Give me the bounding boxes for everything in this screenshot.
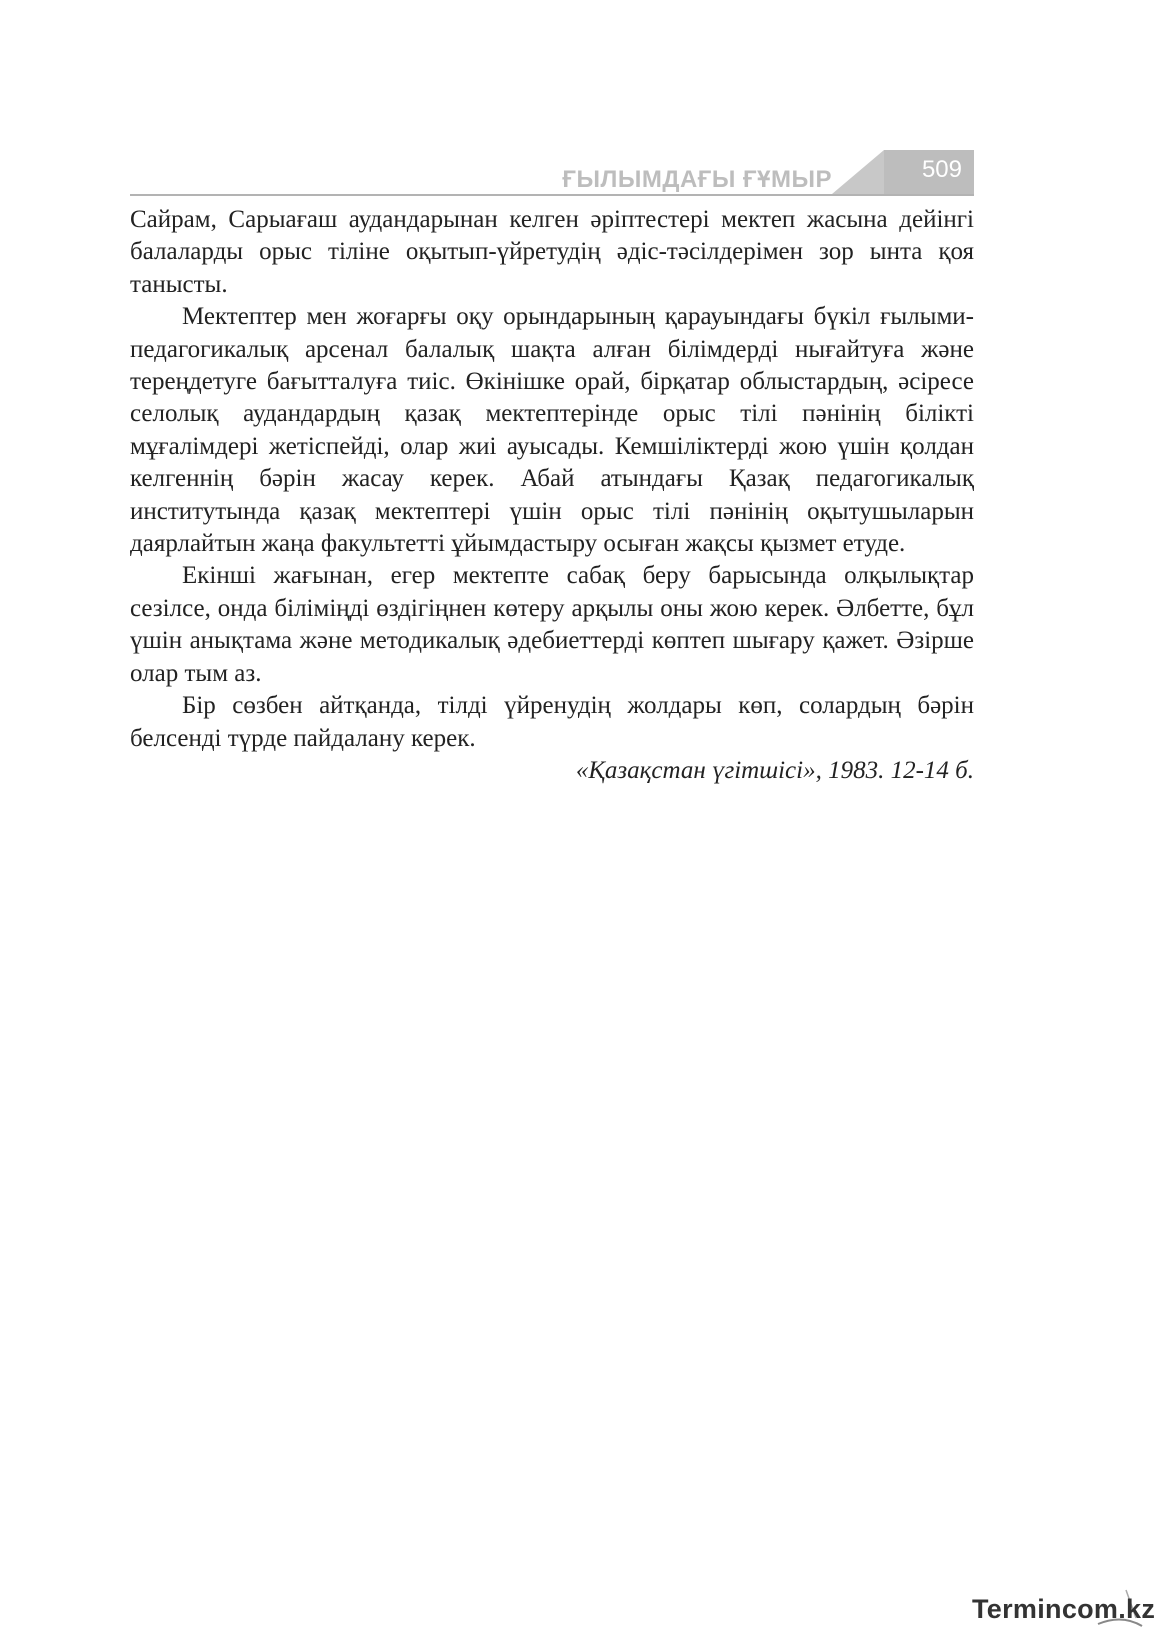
paragraph-4: Бір сөзбен айтқанда, тілді үйренудің жолдары көп, солардың бәрін белсенді түрде пайдалану керек. [130,692,974,752]
paragraph-1: Сайрам, Сарыағаш аудандарынан келген әріптестері мектеп жасына дейінгі балаларды орыс тіліне оқытып-үйретудің әдіс-тәсілдерімен зор ынта қоя танысты. [130,206,974,298]
running-header [130,148,974,196]
article-body [130,204,974,787]
paragraph-3: Екінші жағынан, егер мектепте сабақ беру барысында олқылықтар сезілсе, онда біліміңді өздігіңнен көтеру арқылы оны жою керек. Әлбетте, бұл үшін анықтама және методикалық әдебиеттерді көптеп шығару қажет. Әзірше олар тым аз. [130,562,974,687]
paragraph-2: Мектептер мен жоғарғы оқу орындарының қарауындағы бүкіл ғылыми-педагогикалық арсенал балалық шақта алған білімдерді нығайтуға және тереңдетуге бағытталуға тиіс. Өкінішке орай, бірқатар облыстардың, әсіресе селолық аудандардың қазақ мектептерінде орыс тілі пәнінің білікті мұғалімдері жетіспейді, олар жиі ауысады. Кемшіліктерді жою үшін қолдан келгеннің бәрін жасау керек. Абай атындағы Қазақ педагогикалық институтында қазақ мектептері үшін орыс тілі пәнінің оқытушыларын даярлайтын жаңа факультетті ұйымдастыру осыған жақсы қызмет етуде. [130,303,974,558]
section-title: ҒЫЛЫМДАҒЫ ҒҰМЫР [562,166,832,193]
watermark-label: Termincom.kz [972,1594,1156,1624]
watermark-text [946,1584,1156,1624]
page-number-tab [832,150,974,194]
source-citation: «Қазақстан үгітшісі», 1983. 12-14 б. [575,756,974,784]
header-rule [130,194,974,196]
page-number: 509 [921,156,962,183]
